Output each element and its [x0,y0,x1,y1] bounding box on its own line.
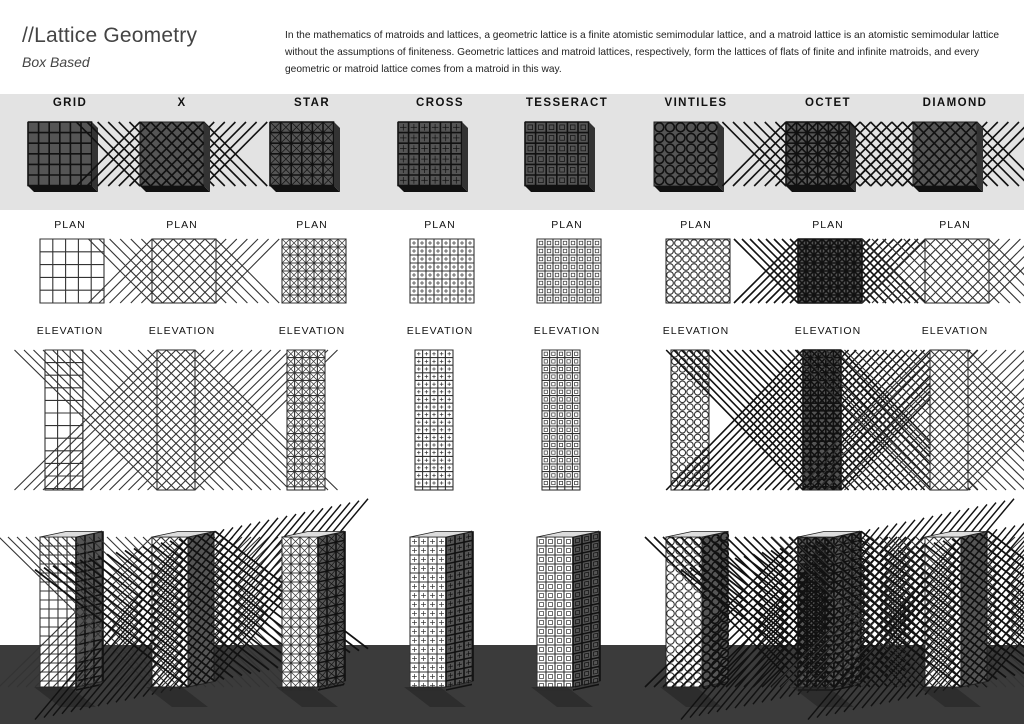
plan-label: PLAN [54,219,86,231]
isometric-module-image [264,118,364,198]
plan-label: PLAN [296,219,328,231]
elevation-label: ELEVATION [533,325,601,337]
lattice-name: VINTILES [664,97,728,109]
plan-drawing [664,237,734,307]
lattice-name: OCTET [805,97,851,109]
lattice-name: GRID [52,97,88,109]
elevation-drawing [540,348,600,498]
plan-drawing [535,237,605,307]
plan-label: PLAN [939,219,971,231]
plan-drawing [796,237,866,307]
elevation-label: ELEVATION [278,325,346,337]
isometric-module-image [392,118,492,198]
tower-perspective-image [280,525,360,715]
elevation-drawing [928,348,988,498]
isometric-module-image [780,118,880,198]
plan-label: PLAN [551,219,583,231]
lattice-column-tesseract [505,0,629,724]
lattice-name: CROSS [416,97,464,109]
elevation-drawing [285,348,345,498]
tower-perspective-image [923,525,1003,715]
elevation-label: ELEVATION [36,325,104,337]
plan-drawing [408,237,478,307]
isometric-module-image [519,118,619,198]
elevation-label: ELEVATION [406,325,474,337]
plan-label: PLAN [812,219,844,231]
lattice-name: TESSERACT [525,97,609,109]
lattice-name: DIAMOND [922,97,988,109]
elevation-label: ELEVATION [794,325,862,337]
isometric-module-image [134,118,234,198]
elevation-drawing [413,348,473,498]
plan-label: PLAN [680,219,712,231]
lattice-column-diamond [893,0,1017,724]
tower-perspective-image [150,525,230,715]
plan-drawing [923,237,993,307]
elevation-drawing [155,348,215,498]
elevation-label: ELEVATION [662,325,730,337]
lattice-column-cross [378,0,502,724]
lattice-name: STAR [293,97,331,109]
page-subtitle: Box Based [22,54,90,70]
elevation-label: ELEVATION [148,325,216,337]
description-text: In the mathematics of matroids and lattices, a geometric lattice is a finite atomistic semimodular lattice, and a matroid lattice is an atomistic semimodular lattice without the assumptions of finiteness. Geometric lattices and matroid lattices, respectively, form the lattices of flats of finite and infinite matroids, and every geometric or matroid lattice comes from a matroid in this way. [285,30,999,75]
tower-perspective-image [535,525,615,715]
lattice-name: X [177,97,187,109]
plan-drawing [150,237,220,307]
plan-label: PLAN [166,219,198,231]
isometric-module-image [907,118,1007,198]
lattice-column-x [120,0,244,724]
page-title: //Lattice Geometry [22,24,198,47]
plan-drawing [280,237,350,307]
elevation-drawing [669,348,729,498]
tower-perspective-image [408,525,488,715]
plan-label: PLAN [424,219,456,231]
isometric-module-image [22,118,122,198]
lattice-column-star [250,0,374,724]
elevation-label: ELEVATION [921,325,989,337]
